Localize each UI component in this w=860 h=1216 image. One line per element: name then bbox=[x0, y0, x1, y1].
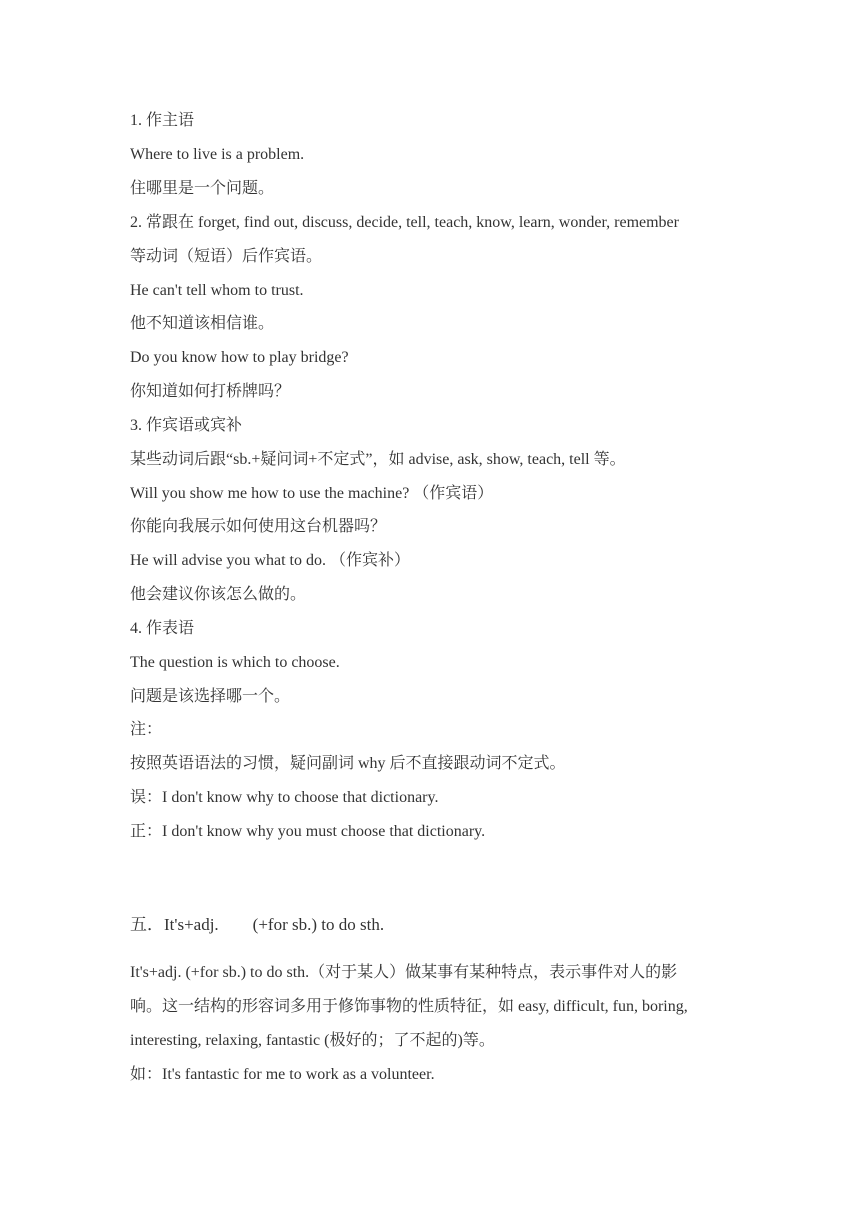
example-sentence: Where to live is a problem. bbox=[130, 146, 305, 163]
note-text: 按照英语语法的习惯，疑问副词 why 后不直接跟动词不定式。 bbox=[130, 755, 566, 772]
correct-example: 正：I don't know why you must choose that dictionary. bbox=[130, 823, 486, 840]
example-translation: 问题是该选择哪一个。 bbox=[130, 688, 291, 705]
example-sentence: He can't tell whom to trust. bbox=[130, 282, 304, 299]
point-3-heading: 3. 作宾语或宾补 bbox=[130, 417, 243, 434]
example-sentence: Will you show me how to use the machine? （作宾语） bbox=[130, 485, 494, 502]
example-translation: 住哪里是一个问题。 bbox=[130, 180, 275, 197]
wrong-example: 误：I don't know why to choose that dictionary. bbox=[130, 789, 439, 806]
point-2-heading: 2. 常跟在 forget, find out, discuss, decide, tell, teach, know, learn, wonder, remember bbox=[130, 214, 679, 231]
section-5-paragraph-line-2: 响。这一结构的形容词多用于修饰事物的性质特征，如 easy, difficult, fun, boring, bbox=[130, 998, 688, 1015]
point-2-continuation: 等动词（短语）后作宾语。 bbox=[130, 248, 323, 265]
example-translation: 他不知道该相信谁。 bbox=[130, 315, 275, 332]
section-5-paragraph-line-3: interesting, relaxing, fantastic (极好的；了不起的)等。 bbox=[130, 1032, 495, 1049]
example-sentence: He will advise you what to do. （作宾补） bbox=[130, 552, 410, 569]
example-translation: 他会建议你该怎么做的。 bbox=[130, 586, 307, 603]
example-sentence: The question is which to choose. bbox=[130, 654, 340, 671]
section-5-heading: 五．It's+adj. (+for sb.) to do sth. bbox=[130, 915, 385, 934]
point-4-heading: 4. 作表语 bbox=[130, 620, 195, 637]
example-sentence: Do you know how to play bridge? bbox=[130, 349, 349, 366]
point-1-heading: 1. 作主语 bbox=[130, 112, 195, 129]
section-5-paragraph-line-1: It's+adj. (+for sb.) to do sth.（对于某人）做某事有某种特点，表示事件对人的影 bbox=[130, 964, 678, 981]
section-5-example: 如：It's fantastic for me to work as a volunteer. bbox=[130, 1066, 435, 1083]
note-label: 注： bbox=[130, 721, 163, 738]
example-translation: 你知道如何打桥牌吗？ bbox=[130, 383, 291, 400]
example-translation: 你能向我展示如何使用这台机器吗？ bbox=[130, 518, 387, 535]
point-3-description: 某些动词后跟“sb.+疑问词+不定式”，如 advise, ask, show, teach, tell 等。 bbox=[130, 451, 626, 468]
